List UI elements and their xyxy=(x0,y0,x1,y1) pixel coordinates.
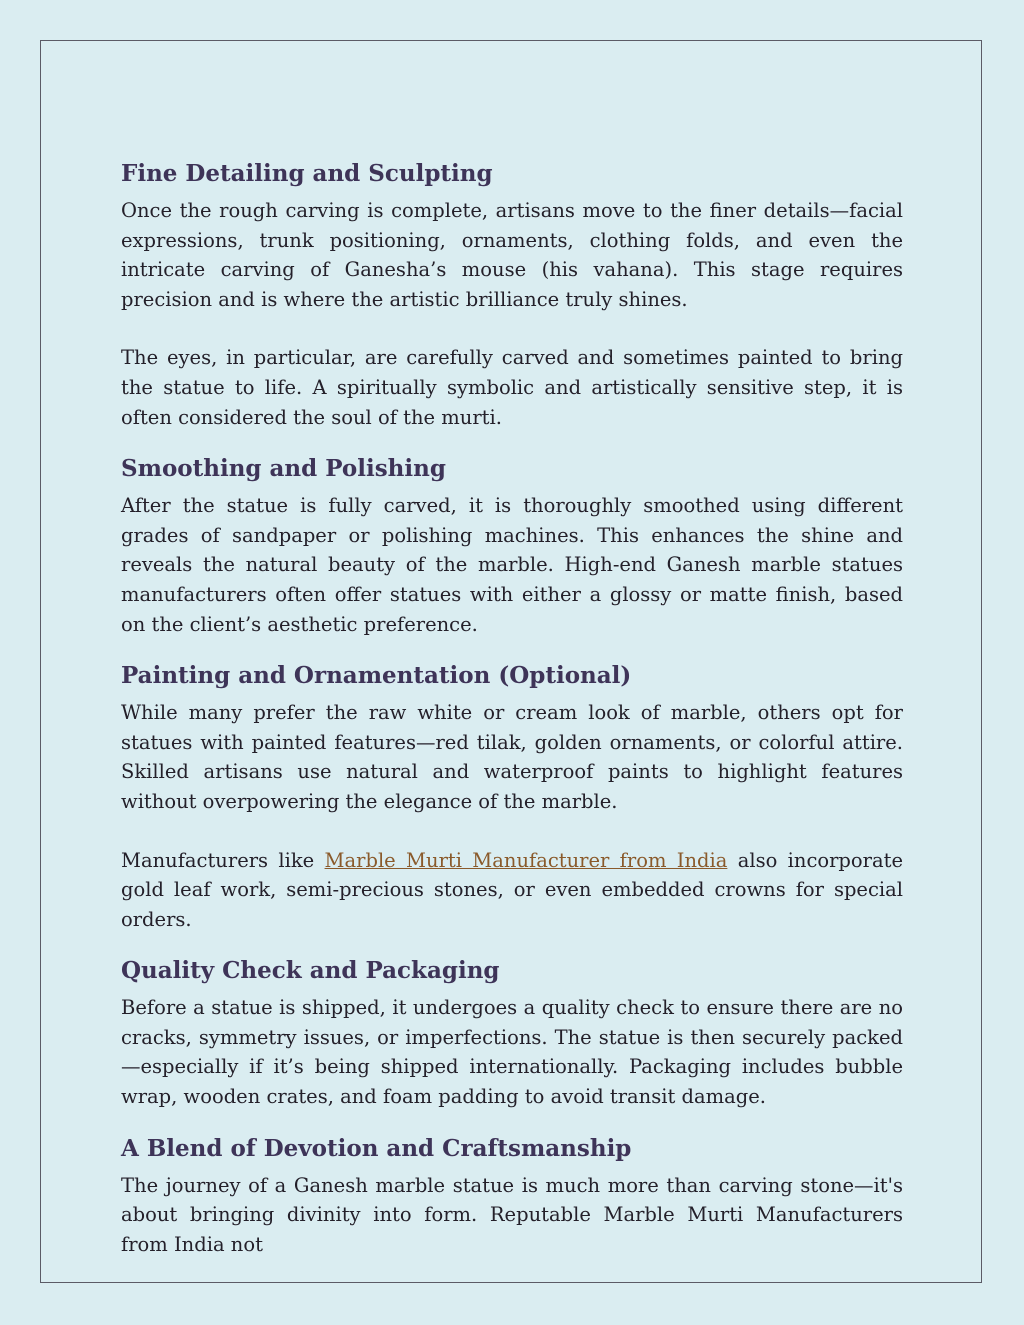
heading-blend-devotion: A Blend of Devotion and Craftsmanship xyxy=(121,1134,632,1162)
link-prefix-text: Manufacturers like xyxy=(121,848,325,872)
heading-quality-check: Quality Check and Packaging xyxy=(121,957,500,985)
document-content xyxy=(121,159,903,1288)
heading-fine-detailing: Fine Detailing and Sculpting xyxy=(121,160,493,187)
paragraph-with-link xyxy=(121,846,903,935)
paragraph: The eyes, in particular, are carefully carved and sometimes painted to bring the statue to life. A spiritually symbolic and artistically sensitive step, it is often considered the soul of the murti. xyxy=(121,346,903,429)
heading-painting-ornamentation: Painting and Ornamentation (Optional) xyxy=(121,662,632,690)
link-suffix-text: also incorporate gold leaf work, semi-precious stones, or even embedded crowns for special orders. xyxy=(121,848,903,931)
marble-murti-manufacturer-link[interactable]: Marble Murti Manufacturer from India xyxy=(324,848,728,872)
paragraph: Once the rough carving is complete, artisans move to the finer details—facial expressions, trunk positioning, ornaments, clothing folds, and even the intricate carving of Ganesha’s mouse (his vahana). This stage requires precision and is where the artistic brilliance truly shines. xyxy=(121,199,903,311)
heading-smoothing-polishing: Smoothing and Polishing xyxy=(121,455,446,483)
paragraph: Before a statue is shipped, it undergoes a quality check to ensure there are no cracks, symmetry issues, or imperfections. The statue is then securely packed—especially if it’s being shipped internationally. Packaging includes bubble wrap, wooden crates, and foam padding to avoid transit damage. xyxy=(121,996,903,1109)
paragraph: The journey of a Ganesh marble statue is much more than carving stone—it's about bringing divinity into form. Reputable Marble Murti Manufacturers from India not xyxy=(121,1173,903,1256)
paragraph: While many prefer the raw white or cream look of marble, others opt for statues with painted features—red tilak, golden ornaments, or colorful attire. Skilled artisans use natural and waterproof paints to highlight features without overpowering the elegance of the marble. xyxy=(121,701,903,813)
document-page xyxy=(40,40,982,1283)
paragraph: After the statue is fully carved, it is thoroughly smoothed using different grades of sandpaper or polishing machines. This enhances the shine and reveals the natural beauty of the marble. High-end Ganesh marble statues manufacturers often offer statues with either a glossy or matte finish, based on the client’s aesthetic preference. xyxy=(121,494,903,636)
